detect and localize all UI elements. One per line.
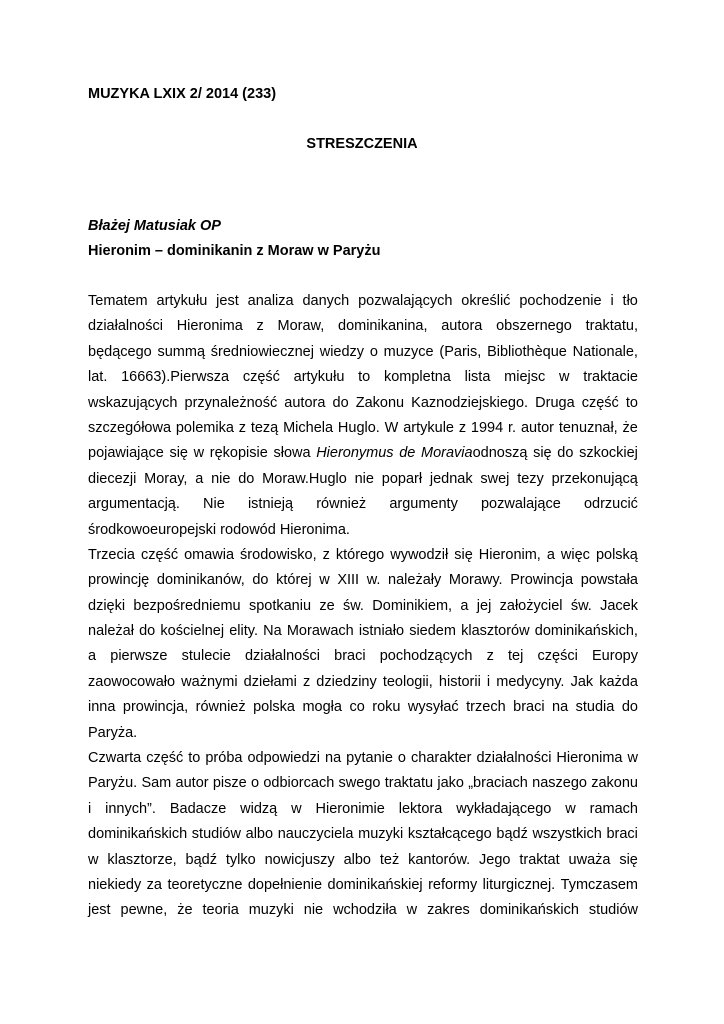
- word: Hieronymus: [316, 445, 394, 462]
- word: siedem: [409, 623, 456, 640]
- word: się: [169, 445, 188, 462]
- word: dominikańskich,: [534, 623, 638, 640]
- word: miejsc: [504, 369, 546, 386]
- word: roku: [372, 699, 401, 716]
- word: spotkaniu: [248, 597, 312, 614]
- word: muzyki: [248, 902, 294, 919]
- word: istniało: [358, 623, 405, 640]
- word: kompletna: [383, 369, 451, 386]
- word: nie: [211, 470, 231, 487]
- word: mogła: [302, 699, 342, 716]
- word: dominikańskich: [88, 826, 188, 843]
- word: braci: [513, 699, 545, 716]
- word: to: [358, 369, 371, 386]
- word: nie: [303, 902, 324, 919]
- word: Huglo.: [337, 419, 380, 436]
- text-line: [88, 873, 638, 898]
- word: założyciel: [499, 597, 563, 614]
- word: że: [177, 902, 193, 919]
- article-author: Błażej Matusiak OP: [88, 218, 221, 234]
- word: określić: [461, 293, 511, 309]
- text-line: Paryża.: [88, 724, 138, 741]
- word: z: [486, 648, 494, 665]
- word: historii: [438, 673, 481, 690]
- word: autor: [520, 419, 554, 436]
- text-line: [88, 340, 638, 365]
- word: Jego: [479, 851, 511, 868]
- word: klasztorze,: [107, 851, 177, 868]
- word: bezpośredniemu: [133, 597, 241, 614]
- word: i: [486, 673, 491, 690]
- word: część: [581, 394, 619, 411]
- word: powstała: [580, 572, 638, 589]
- word: muzyki: [358, 826, 404, 843]
- word: Nie: [203, 496, 225, 513]
- word: jednak: [429, 470, 473, 487]
- text-line: środkowoeuropejski rodowód Hieronima.: [88, 521, 350, 538]
- word: odbiorcach: [263, 775, 335, 792]
- word: Tymczasem: [560, 876, 638, 893]
- word: teoria: [202, 902, 239, 919]
- word: zakres: [427, 902, 470, 919]
- word: nowicjuszy: [264, 851, 335, 868]
- word: Moray,: [144, 470, 188, 487]
- word: Bibliothèque: [487, 343, 567, 360]
- word: Hieronimie: [315, 800, 385, 817]
- word: tło: [622, 293, 638, 309]
- word: działalności: [244, 648, 320, 665]
- word: do: [139, 623, 156, 640]
- word: jest: [88, 902, 111, 919]
- word: należały: [388, 572, 442, 589]
- text-line: [88, 695, 638, 720]
- word: Sam: [141, 775, 172, 792]
- word: Michela: [283, 419, 334, 436]
- word: się: [533, 445, 552, 462]
- word: autor: [175, 775, 209, 792]
- word: artykułu: [156, 293, 208, 309]
- word: braci: [606, 826, 638, 843]
- word: to: [625, 394, 638, 411]
- word: lat.: [88, 369, 108, 386]
- word: tezy: [517, 470, 544, 487]
- word: diecezji: [88, 470, 137, 487]
- word: w: [558, 369, 570, 386]
- text-line: [88, 771, 638, 796]
- text-line: [88, 848, 638, 873]
- word: summą: [157, 343, 206, 360]
- word: którego: [335, 546, 385, 563]
- word: wykładającego: [456, 800, 552, 817]
- word: do: [238, 470, 255, 487]
- word: Paryżu.: [88, 775, 138, 792]
- word: obszernego: [496, 318, 572, 335]
- word: ze: [319, 597, 335, 614]
- word: szkockiej: [579, 445, 638, 462]
- word: że: [622, 419, 638, 436]
- word: do: [557, 445, 574, 462]
- word: danych: [302, 293, 350, 309]
- word: w.: [366, 572, 381, 589]
- word: i: [610, 293, 614, 309]
- word: dopełnienie: [247, 876, 323, 893]
- word: zaowocowało: [88, 673, 176, 690]
- word: w: [406, 902, 418, 919]
- word: św.: [570, 597, 592, 614]
- word: również: [316, 496, 367, 513]
- word: Zakonu: [355, 394, 405, 411]
- text-line: [88, 543, 638, 568]
- word: klasztorów: [461, 623, 530, 640]
- word: kształcącego: [407, 826, 492, 843]
- word: niekiedy: [88, 876, 142, 893]
- word: część: [141, 546, 179, 563]
- word: uważa: [568, 851, 611, 868]
- text-line: [88, 594, 638, 619]
- word: wszystkich: [532, 826, 602, 843]
- word: bądź: [496, 826, 528, 843]
- word: lektora: [398, 800, 443, 817]
- word: za: [146, 876, 162, 893]
- word: Druga: [535, 394, 575, 411]
- word: o: [250, 775, 260, 792]
- word: braci: [334, 648, 366, 665]
- word: traktatu: [384, 775, 434, 792]
- word: pytanie: [346, 750, 393, 767]
- word: pojawiające: [88, 445, 164, 462]
- word: się: [619, 851, 638, 868]
- word: z: [256, 318, 264, 335]
- word: traktatu,: [585, 318, 638, 335]
- word: pewne,: [120, 902, 168, 919]
- word: „braciach: [468, 775, 528, 792]
- text-line: [88, 898, 638, 923]
- word: wchodziła: [333, 902, 397, 919]
- word: swego: [338, 775, 381, 792]
- word: dziełami: [243, 673, 297, 690]
- word: z: [322, 546, 330, 563]
- word: artykułu: [293, 369, 345, 386]
- word: albo: [245, 826, 274, 843]
- text-line-italic-mixed: [88, 441, 638, 466]
- word: dziedziny: [316, 673, 377, 690]
- word: ważnymi: [181, 673, 238, 690]
- word: naszego: [532, 775, 587, 792]
- word: pozwalające: [480, 496, 561, 513]
- word: Tematem: [88, 293, 148, 309]
- word: w: [291, 800, 302, 817]
- word: omawia: [184, 546, 235, 563]
- word: Trzecia: [88, 546, 135, 563]
- word: środowisko,: [240, 546, 317, 563]
- text-line: [88, 289, 638, 314]
- word: (Paris,: [439, 343, 482, 360]
- word: z: [238, 419, 246, 436]
- word: lista: [464, 369, 491, 386]
- word: 16663).Pierwsza: [121, 369, 230, 386]
- word: co: [349, 699, 365, 716]
- word: średniowiecznej: [210, 343, 314, 360]
- word: ramach: [589, 800, 638, 817]
- word: Moraw,: [277, 318, 325, 335]
- word: której: [276, 572, 312, 589]
- word: artykule: [403, 419, 454, 436]
- word: również: [195, 699, 246, 716]
- word: to: [188, 750, 201, 767]
- word: teologii,: [382, 673, 433, 690]
- word: a: [195, 470, 204, 487]
- word: Nationale,: [572, 343, 638, 360]
- word: każda: [599, 673, 638, 690]
- word: W: [384, 419, 399, 436]
- word: w: [88, 851, 99, 868]
- text-line: [88, 467, 638, 492]
- word: św.: [343, 597, 364, 614]
- word: Hieronima: [556, 750, 623, 767]
- article-title: Hieronim – dominikanin z Moraw w Paryżu: [88, 243, 381, 259]
- word: przekonującą: [551, 470, 638, 487]
- word: Morawy.: [448, 572, 503, 589]
- paragraph: [88, 289, 638, 543]
- word: Moraw.Huglo: [262, 470, 347, 487]
- text-line: [88, 746, 638, 771]
- word: jej: [476, 597, 492, 614]
- word: jako: [437, 775, 464, 792]
- word: Jak: [570, 673, 594, 690]
- word: istnieją: [247, 496, 294, 513]
- word: traktacie: [583, 369, 638, 386]
- word: w: [565, 800, 576, 817]
- article-body: [88, 289, 638, 924]
- word: pierwsze: [110, 648, 168, 665]
- word: trzech: [466, 699, 506, 716]
- word: 1994: [470, 419, 504, 436]
- word: Dominikiem,: [372, 597, 453, 614]
- text-line: [88, 568, 638, 593]
- word: pisze: [212, 775, 247, 792]
- word: część: [242, 369, 280, 386]
- word: nie: [354, 470, 374, 487]
- word: do: [621, 699, 638, 716]
- word: muzyce: [383, 343, 434, 360]
- word: de: [399, 445, 416, 462]
- word: polemika: [175, 419, 234, 436]
- paragraph: [88, 543, 638, 746]
- word: analiza: [247, 293, 294, 309]
- word: nauczyciela: [277, 826, 354, 843]
- word: elity.: [229, 623, 258, 640]
- word: o: [369, 343, 378, 360]
- word: z: [458, 419, 467, 436]
- word: odrzucić: [583, 496, 638, 513]
- text-line: [88, 822, 638, 847]
- word: będącego: [88, 343, 152, 360]
- word: argumentacją.: [88, 496, 180, 513]
- word: Na: [263, 623, 282, 640]
- word: kantorów.: [408, 851, 471, 868]
- word: autora: [441, 318, 483, 335]
- word: stulecie: [181, 648, 231, 665]
- text-line: [88, 619, 638, 644]
- word: tej: [508, 648, 524, 665]
- word: studiów: [191, 826, 241, 843]
- text-line: [88, 797, 638, 822]
- word: prowincja,: [122, 699, 189, 716]
- word: do: [252, 572, 269, 589]
- word: na: [552, 699, 569, 716]
- word: prowincję: [88, 572, 150, 589]
- word: na: [325, 750, 342, 767]
- text-line: [88, 416, 638, 441]
- word: Europy: [592, 648, 638, 665]
- word: Kaznodziejskiego.: [411, 394, 529, 411]
- word: Prowincja: [510, 572, 574, 589]
- text-line: [88, 670, 638, 695]
- word: argumenty: [389, 496, 458, 513]
- word: studia: [575, 699, 615, 716]
- word: widzą: [240, 800, 278, 817]
- word: Morawach: [286, 623, 354, 640]
- word: poparł: [381, 470, 423, 487]
- word: tylko: [225, 851, 256, 868]
- word: Czwarta: [88, 750, 142, 767]
- text-line: [88, 391, 638, 416]
- word: pochodzących: [379, 648, 473, 665]
- word: rękopisie: [209, 445, 268, 462]
- word: należał: [88, 623, 134, 640]
- word: Badacze: [169, 800, 227, 817]
- word: liturgicznej.: [482, 876, 556, 893]
- word: a: [546, 546, 555, 563]
- word: wywodził: [390, 546, 449, 563]
- word: albo: [343, 851, 371, 868]
- word: Jacek: [600, 597, 638, 614]
- word: jest: [216, 293, 239, 309]
- word: tenuznał,: [558, 419, 618, 436]
- word: pochodzenie: [519, 293, 602, 309]
- word: reformy: [428, 876, 478, 893]
- text-line: [88, 365, 638, 390]
- word: XIII: [337, 572, 360, 589]
- paragraph: [88, 746, 638, 924]
- word: wskazujących: [88, 394, 178, 411]
- text-line: [88, 492, 638, 517]
- word: pozwalających: [358, 293, 453, 309]
- word: zakonu: [591, 775, 638, 792]
- word: próba: [205, 750, 243, 767]
- word: polską: [595, 546, 638, 563]
- word: kościelnej: [160, 623, 225, 640]
- word: odpowiedzi: [247, 750, 321, 767]
- word: szczegółowa: [88, 419, 172, 436]
- word: o: [397, 750, 406, 767]
- word: a: [88, 648, 97, 665]
- word: medycyny.: [496, 673, 565, 690]
- word: w: [627, 750, 638, 767]
- word: charakter: [411, 750, 472, 767]
- word: Moraviaodnoszą: [421, 445, 528, 462]
- word: w: [319, 572, 330, 589]
- word: wysyłać: [407, 699, 459, 716]
- word: dzięki: [88, 597, 126, 614]
- word: z: [302, 673, 311, 690]
- word: bądź: [185, 851, 217, 868]
- word: tezą: [250, 419, 279, 436]
- word: część: [146, 750, 184, 767]
- word: autora: [284, 394, 326, 411]
- journal-header: MUZYKA LXIX 2/ 2014 (233): [88, 86, 277, 102]
- text-line: [88, 644, 638, 669]
- text-line: [88, 314, 638, 339]
- word: swej: [480, 470, 510, 487]
- section-title: STRESZCZENIA: [306, 136, 418, 152]
- word: do: [332, 394, 349, 411]
- word: r.: [508, 419, 517, 436]
- word: Hieronima: [176, 318, 243, 335]
- word: słowa: [273, 445, 311, 462]
- word: więc: [560, 546, 590, 563]
- word: części: [537, 648, 578, 665]
- word: przynależność: [184, 394, 278, 411]
- word: się: [454, 546, 473, 563]
- word: też: [379, 851, 400, 868]
- word: dominikańskich: [479, 902, 579, 919]
- word: w: [193, 445, 205, 462]
- word: a: [460, 597, 469, 614]
- word: traktat: [519, 851, 560, 868]
- word: studiów: [588, 902, 638, 919]
- word: innych”.: [105, 800, 156, 817]
- word: działalności: [476, 750, 552, 767]
- word: dominikańskiej: [327, 876, 423, 893]
- word: wiedzy: [319, 343, 365, 360]
- word: dominikanów,: [156, 572, 245, 589]
- word: inna: [88, 699, 116, 716]
- word: polska: [253, 699, 295, 716]
- word: dominikanina,: [338, 318, 428, 335]
- word: Hieronim,: [478, 546, 541, 563]
- word: i: [88, 800, 92, 817]
- word: teoretyczne: [167, 876, 243, 893]
- word: działalności: [88, 318, 163, 335]
